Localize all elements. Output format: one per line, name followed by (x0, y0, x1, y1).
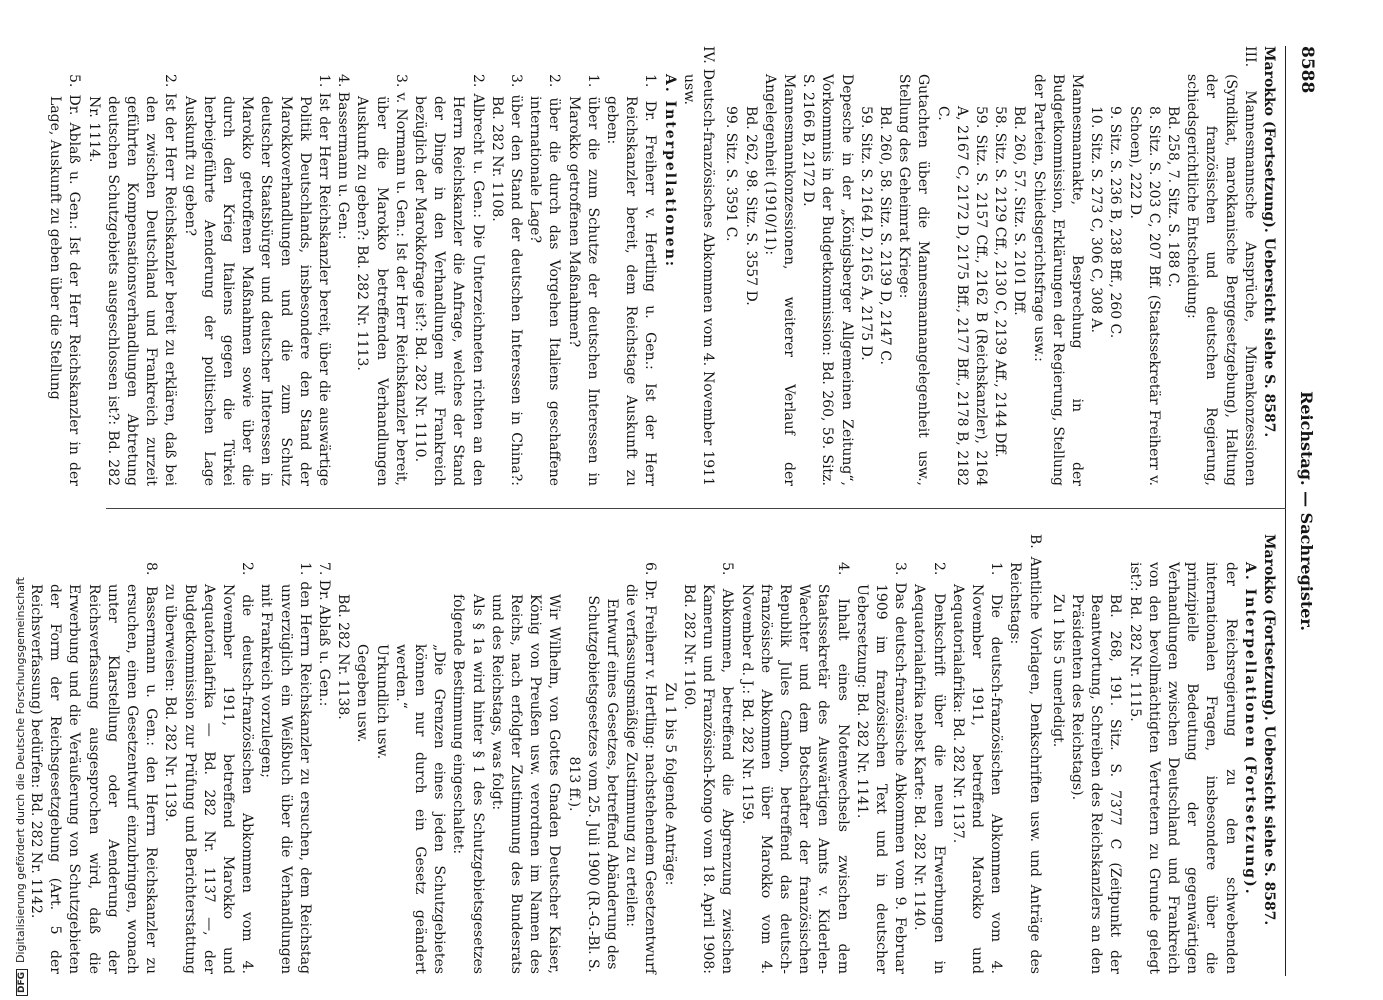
index-entry: Entwurf eines Gesetzes, betreffend Abänderung des Schutzgebietsgesetzes vom 25. Juli 1900 (R.-G.-Bl. S. 813 ff.). (565, 595, 621, 973)
index-entry: 2. Ist der Herr Reichskanzler bereit zu erklären, daß bei den zwischen Deutschland und Frankreich zurzeit geführten Kompensationsverhandlungen Abtretung deutschen Schutzgebiets ausgeschlossen ist?: Bd. 282 Nr. 1114. (85, 74, 179, 486)
index-entry: Gegeben usw. (354, 644, 371, 743)
index-entry: 1. Die deutsch-französischen Abkommen vom 4. November 1911, betreffend Marokko und Aequatorialafrika: Bd. 282 Nr. 1137. (949, 562, 1005, 974)
index-entry: 2. über die durch das Vorgehen Italiens geschaffene internationale Lage? (527, 74, 563, 486)
section-heading: A. Interpellationen: (661, 74, 678, 269)
right-column (26, 534, 1278, 974)
index-entry: 3. über den Stand der deutschen Interessen in China?: Bd. 282 Nr. 1108. (488, 74, 525, 486)
left-column (45, 46, 1278, 486)
index-entry: 6. Dr. Freiherr v. Hertling: nachstehendem Gesetzentwurf die verfassungsmäßige Zustimmung zu erteilen: (623, 562, 659, 974)
index-entry: 1. Ist der Herr Reichskanzler bereit, über die auswärtige Politik Deutschlands, insbesondere den Stand der Marokkoverhandlungen und die zum Schutz deutscher Staatsbürger und deutscher Interessen in Marokko getroffenen Maßnahmen sowie über die durch den Krieg Italiens gegen die Türkei herbeigeführte Aenderung der politischen Lage Auskunft zu geben? (181, 74, 333, 486)
index-entry: 7. Dr. Ablaß u. Gen.: (316, 562, 333, 707)
printed-page (28, 46, 1317, 976)
index-entry: Bd. 258, 7. Sitz. S. 188 C. (1164, 106, 1181, 288)
header-rule (1285, 46, 1286, 976)
index-entry: Wir Wilhelm, von Gottes Gnaden Deutscher Kaiser, König von Preußen usw. verordnen im Namen des Reichs, nach erfolgter Zustimmung des Bundesrats und des Reichstags, was folgt: (488, 594, 563, 974)
index-entry: 9. Sitz. S. 236 B, 238 Bff., 260 C. (1107, 106, 1124, 339)
index-entry: Depesche in der „Königsberger Allgemeinen Zeitung“, Vorkommnis in der Budgetkommission: Bd. 260, 59. Sitz. S. 2166 B, 2172 D. (800, 74, 855, 486)
index-entry: Bd. 282 Nr. 1138. (335, 594, 352, 720)
index-entry: der Reichsregierung zu den schwebenden internationalen Fragen, insbesondere über die prinzipielle Bedeutung der gegenwärtigen Verhandlungen zwischen Deutschland und Frankreich von den bevollmächtigten Vertretern zu Grunde gelegt ist?: Bd. 282 Nr. 1115. (1126, 562, 1239, 974)
credit-text: Digitalisierung gefördert durch die Deutsche Forschungsgemeinschaft (14, 577, 27, 963)
index-entry: Bd. 260, 57. Sitz. S. 2101 Dff. (1011, 106, 1028, 316)
index-entry: 1. über die zum Schutze der deutschen Interessen in Marokko getroffenen Maßnahmen? (565, 74, 601, 486)
index-entry: 8. Bassermann u. Gen.: den Herrn Reichskanzler zu ersuchen, einen Gesetzentwurf einzubringen, wonach unter Klarstellung oder Aenderung der Reichsverfassung ausgesprochen wird, daß die Erwerbung und die Veräußerung von Schutzgebieten der Form der Reichsgesetzgebung (Art. 5 der Reichsverfassung) bedürfen: Bd. 282 Nr. 1142. (28, 562, 160, 974)
section-heading: A. Interpellationen (Fortsetzung). (1241, 562, 1258, 896)
index-entry: 1. den Herrn Reichskanzler zu ersuchen, dem Reichstag unverzüglich ein Weißbuch über die Verhandlungen mit Frankreich vorzulegen; (258, 562, 313, 974)
index-entry: Bd. 260, 58. Sitz. S. 2139 D, 2147 C. (876, 106, 893, 365)
index-entry: 58. Sitz. S. 2129 Cff., 2130 C, 2139 Aff., 2144 Dff. (992, 106, 1009, 458)
page-header (1290, 46, 1316, 976)
page-number: 8588 (1297, 46, 1317, 94)
index-entry: 5. Dr. Ablaß u. Gen.: Ist der Herr Reichskanzler in der Lage, Auskunft zu geben über die Stellung (47, 74, 83, 486)
index-entry: Mannesmannkonzessionen, weiterer Verlauf der Angelegenheit (1910/11): (761, 74, 797, 486)
index-entry: Als § 1a wird hinter § 1 des Schutzgebietsgesetzes folgende Bestimmung eingeschaltet: (450, 594, 486, 974)
index-entry: 4. Inhalt eines Notenwechsels zwischen dem Staatssekretär des Auswärtigen Amts v. Kiderlen-Waechter und dem Botschafter der französischen Republik Jules Cambon, betreffend das deutsch-französische Abkommen über Marokko vom 4. November d. J.: Bd. 282 Nr. 1159. (738, 562, 851, 974)
index-entry: 59. Sitz. S. 2157 Cff., 2162 B (Reichskanzler), 2164 A, 2167 C, 2172 D, 2175 Bff., 2177 Bff., 2178 B, 2182 C. (934, 106, 989, 486)
index-entry: 3. Das deutsch-französische Abkommen vom 9. Februar 1909 im französischen Text und in deutscher Uebersetzung: Bd. 282 Nr. 1141. (853, 562, 909, 974)
index-entry: 2. Albrecht u. Gen.: Die Unterzeichneten richten an den Herrn Reichskanzler die Anfrage, welches der Stand der Dinge in den Verhandlungen mit Frankreich bezüglich der Marokkofrage ist?: Bd. 282 Nr. 1110. (412, 74, 486, 486)
index-entry: Marokko (Fortsetzung). Uebersicht siehe S. 8587. (1261, 46, 1277, 438)
running-title: Reichstag. — Sachregister. (1297, 391, 1316, 631)
index-entry: 2. Denkschrift über die neuen Erwerbungen in Aequatorialafrika nebst Karte: Bd. 282 Nr. 1140. (911, 562, 947, 974)
index-entry: 2. die deutsch-französischen Abkommen vom 4. November 1911, betreffend Marokko und Aequatorialafrika — Bd. 282 Nr. 1137 —, der Budgetkommission zur Prüfung und Berichterstattung zu überweisen: Bd. 282 Nr. 1139. (162, 562, 256, 974)
index-entry: Bd. 262, 98. Sitz. S. 3557 D. (742, 106, 759, 306)
index-entry: Bd. 268, 191. Sitz. S. 7377 C (Zeitpunkt der Beantwortung, Schreiben des Reichskanzlers an den Präsidenten des Reichstags). (1068, 594, 1124, 974)
index-entry: Zu 1 bis 5 folgende Anträge: (661, 682, 678, 886)
index-entry: 99. Sitz. S. 3591 C. (723, 106, 740, 242)
index-entry: 10. Sitz. S. 273 C, 306 C, 308 A. (1088, 106, 1105, 333)
index-entry: 3. v. Normann u. Gen.: Ist der Herr Reichskanzler bereit, über die Marokko betreffenden Verhandlungen Auskunft zu geben?: Bd. 282 Nr. 1113. (354, 74, 409, 486)
index-entry (1044, 534, 1048, 974)
index-entry: Mannesmannakte, Besprechung in der Budgetkommission, Erklärungen der Regierung, Stellung der Parteien, Schiedsgerichtsfrage usw.: (1030, 74, 1085, 486)
index-entry: „Die Grenzen eines jeden Schutzgebietes können nur durch ein Gesetz geändert werden.“ (392, 644, 448, 974)
index-entry: Zu 1 bis 5 unerledigt. (1049, 594, 1066, 748)
index-entry: 8. Sitz. S. 203 C, 207 Bff. (Staatssekretär Freiherr v. Schoen), 222 D. (1126, 106, 1162, 486)
index-entry: 5. Abkommen, betreffend die Abgrenzung zwischen Kamerun und Französisch-Kongo vom 18. April 1908: Bd. 282 Nr. 1160. (680, 562, 736, 974)
index-entry: 1. Dr. Freiherr v. Hertling u. Gen.: Ist der Herr Reichskanzler bereit, dem Reichstage Auskunft zu geben: (604, 74, 659, 486)
index-entry: 4. Bassermann u. Gen.: (335, 74, 352, 240)
index-entry: Urkundlich usw. (373, 644, 390, 760)
index-entry: B. Amtliche Vorlagen, Denkschriften usw. und Anträge des Reichstags: (1007, 534, 1043, 974)
index-entry: 59. Sitz. S. 2164 D, 2165 A, 2175 D. (857, 106, 874, 361)
column-divider (106, 508, 1286, 509)
index-entry: Marokko (Fortsetzung). Uebersicht siehe S. 8587. (1261, 534, 1277, 926)
dfg-logo: DFG (16, 969, 28, 996)
index-entry: III. Mannesmannsche Ansprüche, Minenkonzessionen (Syndikat, marokkanische Berggesetzgebung), Haltung der französischen und deutschen Regierung, schiedsgerichtliche Entscheidung: (1184, 46, 1258, 486)
index-entry: IV. Deutsch-französisches Abkommen vom 4. November 1911 usw. (680, 46, 717, 486)
index-entry: Gutachten über die Mannesmannangelegenheit usw., Stellung des Geheimrat Kriege: (896, 74, 932, 486)
